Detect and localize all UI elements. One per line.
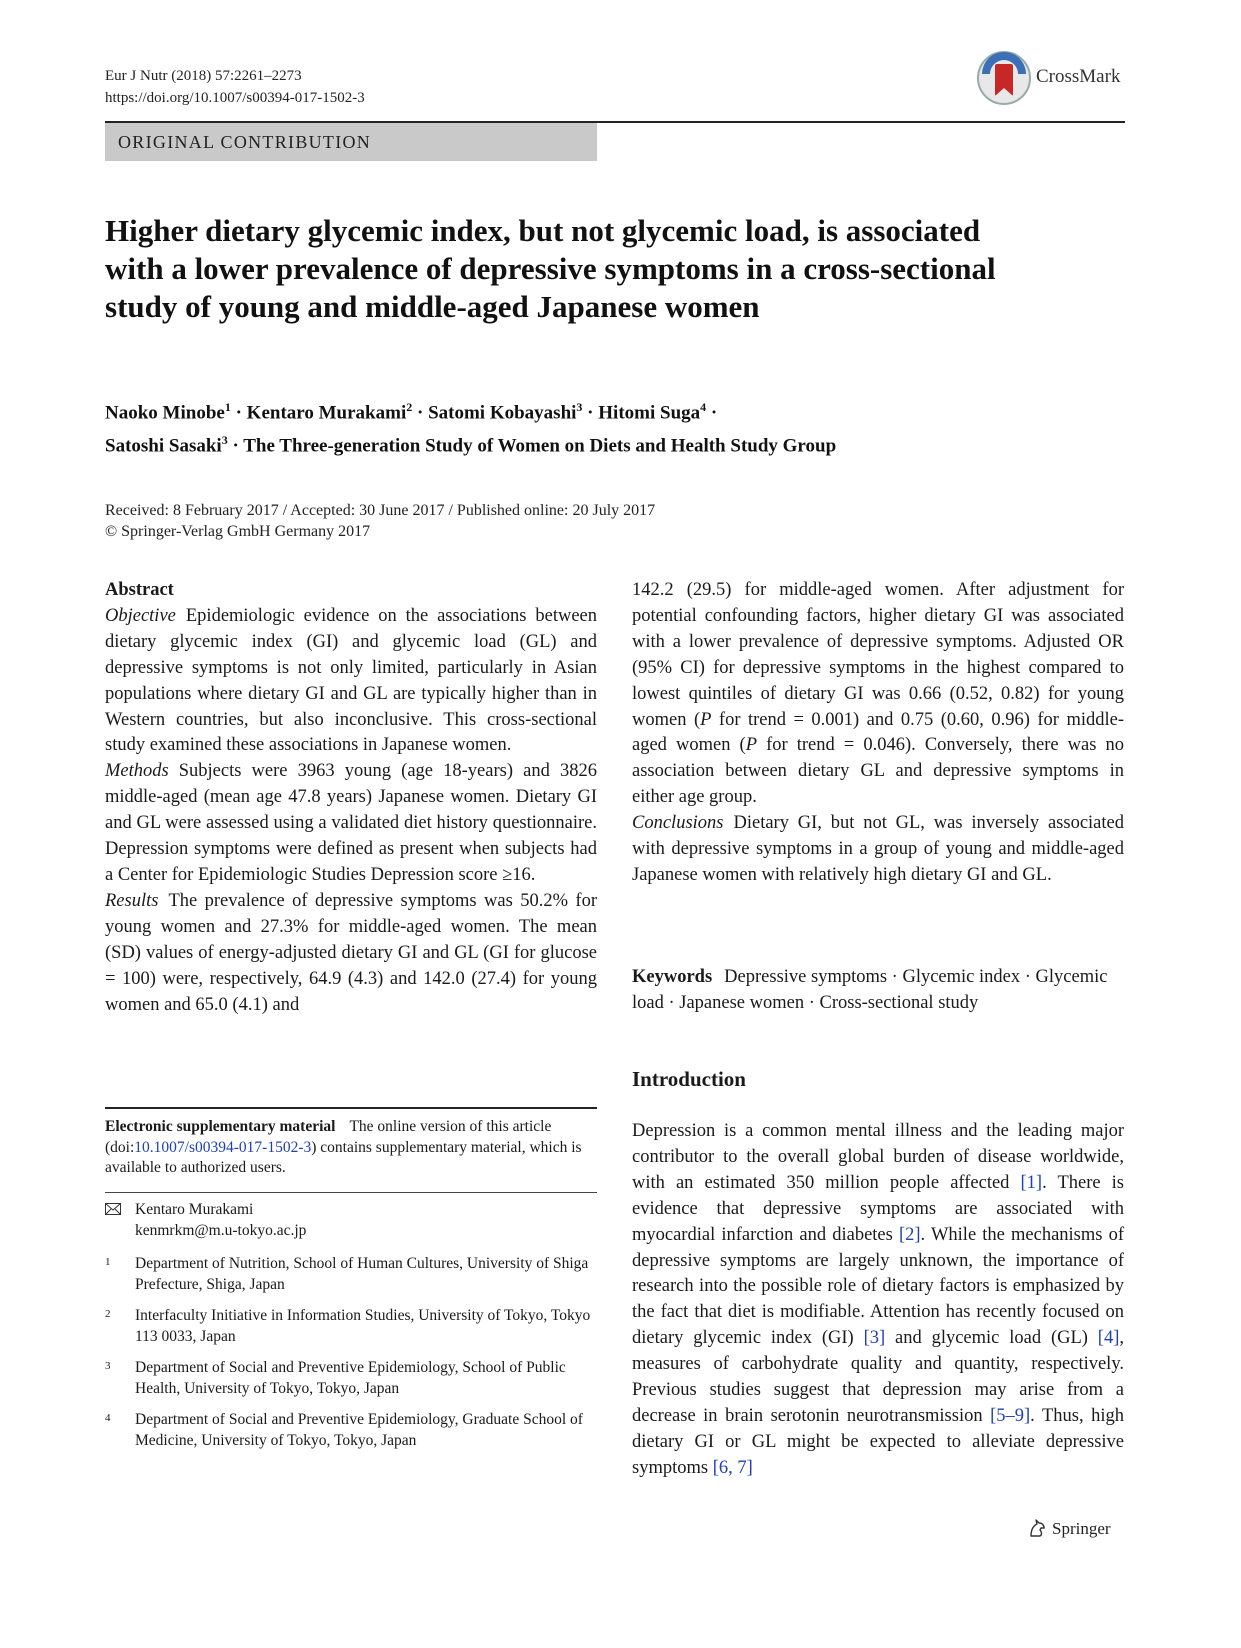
methods-text: Subjects were 3963 young (age 18-years) and 3826 middle-aged (mean age 47.8 years) Japanese women. Dietary GI and GL were assessed using a validated diet history questionnaire. Depression symptoms were defined as present when subjects had a Center for Epidemiologic Studies Depression score ≥16. bbox=[105, 761, 597, 885]
results-text-d: for trend = 0.046). Conversely, there was no association between dietary GL and depressive symptoms in either age group. bbox=[632, 735, 1124, 808]
keywords bbox=[632, 965, 1124, 1017]
intro-text: Depression is a common mental illness and the leading major contributor to the overall global burden of disease worldwide, with an estimated 350 million people affected bbox=[632, 1121, 1124, 1193]
abstract-objective bbox=[105, 604, 597, 759]
supplementary-text-end: ) contains supplementary material, which is available to authorized users. bbox=[105, 1138, 582, 1176]
crossmark-icon bbox=[976, 50, 1032, 106]
journal-citation: Eur J Nutr (2018) 57:2261–2273 bbox=[105, 68, 302, 84]
citation-link[interactable]: [1] bbox=[1020, 1172, 1043, 1193]
author-affiliation-mark: 3 bbox=[221, 432, 228, 447]
intro-text: , measures of carbohydrate quality and quantity, respectively. Previous studies suggest that depression may arise from a decrease in brain serotonin neurotransmission bbox=[632, 1328, 1124, 1426]
section-label: ORIGINAL CONTRIBUTION bbox=[105, 123, 597, 161]
author-list: Naoko Minobe$^1$ · Kentaro Murakami$^2$ · Satomi Kobayashi$^3$ · Hitomi Suga$^4$ · Satoshi Sasaki$^3$ · The Three-generation Study of Women on Diets and Health Study Group bbox=[105, 400, 837, 457]
doi-link[interactable]: https://doi.org/10.1007/s00394-017-1502-3 bbox=[105, 90, 365, 106]
affiliation-number: 4 bbox=[105, 1412, 111, 1424]
p-symbol: P bbox=[700, 709, 712, 730]
author-name[interactable]: Kentaro Murakami bbox=[246, 402, 407, 424]
author-name[interactable]: Satoshi Sasaki bbox=[105, 435, 222, 457]
affiliation bbox=[105, 1410, 597, 1451]
author-name[interactable]: Hitomi Suga bbox=[598, 402, 701, 424]
author-affiliation-mark: 3 bbox=[576, 400, 583, 414]
crossmark-badge[interactable] bbox=[976, 50, 1126, 108]
supplementary-note bbox=[105, 1117, 597, 1179]
publication-dates bbox=[105, 500, 655, 542]
publisher-name: Springer bbox=[1052, 1519, 1111, 1538]
affiliation-text: Department of Social and Preventive Epidemiology, School of Public Health, University of Tokyo, Tokyo, Japan bbox=[135, 1359, 566, 1397]
author-group: The Three-generation Study of Women on Diets and Health Study Group bbox=[243, 435, 837, 457]
footnote-divider bbox=[105, 1107, 597, 1109]
introduction-body bbox=[632, 1119, 1124, 1482]
affiliation-number: 2 bbox=[105, 1308, 111, 1320]
supplementary-label: Electronic supplementary material bbox=[105, 1118, 336, 1135]
corresponding-email[interactable]: kenmrkm@m.u-tokyo.ac.jp bbox=[135, 1221, 307, 1239]
conclusions-label: Conclusions bbox=[632, 813, 724, 834]
abstract-methods bbox=[105, 759, 597, 889]
corresponding-author bbox=[105, 1200, 597, 1241]
objective-text: Epidemiologic evidence on the associations between dietary glycemic index (GI) and glycemic load (GL) and depressive symptoms is not only limited, particularly in Asian populations where dietary GI and GL are typically higher than in Western countries, but also inconclusive. This cross-sectional study examined these associations in Japanese women. bbox=[105, 605, 597, 756]
affiliation-number: 1 bbox=[105, 1256, 111, 1268]
affiliation-text: Department of Nutrition, School of Human Cultures, University of Shiga Prefecture, Shiga, Japan bbox=[135, 1255, 589, 1293]
p-symbol: P bbox=[745, 735, 758, 756]
footnote-divider-thin bbox=[105, 1192, 597, 1193]
methods-label: Methods bbox=[105, 761, 169, 782]
abstract-left-column bbox=[105, 578, 597, 1018]
copyright-line: © Springer-Verlag GmbH Germany 2017 bbox=[105, 523, 371, 540]
abstract-conclusions bbox=[632, 811, 1124, 889]
author-affiliation-mark: 2 bbox=[406, 400, 413, 414]
results-text-b: 142.2 (29.5) for middle-aged women. After adjustment for potential confounding factors, higher dietary GI was associated with a lower prevalence of depressive symptoms. Adjusted OR (95% CI) for depressive symptoms in the highest compared to lowest quintiles of dietary GI was 0.66 (0.52, 0.82) for young women ( bbox=[632, 580, 1124, 730]
supplementary-doi-link[interactable]: 10.1007/s00394-017-1502-3 bbox=[134, 1138, 312, 1156]
keywords-text: Depressive symptoms · Glycemic index · Glycemic load · Japanese women · Cross-sectional study bbox=[632, 967, 1108, 1013]
article-title: Higher dietary glycemic index, but not glycemic load, is associated with a lower prevalence of depressive symptoms in a cross-sectional study of young and middle-aged Japanese women bbox=[105, 213, 996, 324]
author-affiliation-mark: 1 bbox=[224, 400, 231, 414]
abstract-right-column bbox=[632, 578, 1124, 889]
citation-link[interactable]: [5–9] bbox=[990, 1405, 1031, 1426]
abstract-heading: Abstract bbox=[105, 580, 174, 600]
author-affiliation-mark: 4 bbox=[700, 400, 707, 414]
citation-link[interactable]: [2] bbox=[898, 1224, 921, 1245]
intro-text: and glycemic load (GL) bbox=[885, 1328, 1098, 1349]
citation-link[interactable]: [4] bbox=[1097, 1328, 1120, 1349]
intro-text: . While the mechanisms of depressive symptoms are largely unknown, the importance of research into the possible role of dietary factors is emphasized by the fact that diet is modifiable. Attention has recently focused on dietary glycemic index (GI) bbox=[632, 1224, 1124, 1349]
intro-text: . Thus, high dietary GI or GL might be expected to alleviate depressive symptoms bbox=[632, 1405, 1124, 1478]
abstract-results-continued bbox=[632, 578, 1124, 811]
results-text-c: for trend = 0.001) and 0.75 (0.60, 0.96) for middle-aged women ( bbox=[632, 709, 1124, 756]
affiliation-text: Interfaculty Initiative in Information Studies, University of Tokyo, Tokyo 113 0033, Japan bbox=[135, 1307, 591, 1345]
citation-link[interactable]: [3] bbox=[863, 1328, 886, 1349]
results-label: Results bbox=[105, 890, 159, 911]
crossmark-label: CrossMark bbox=[1036, 66, 1121, 87]
objective-label: Objective bbox=[105, 605, 176, 626]
affiliation bbox=[105, 1254, 597, 1295]
introduction-heading: Introduction bbox=[632, 1067, 746, 1091]
abstract-results bbox=[105, 889, 597, 1019]
publisher-logo bbox=[1026, 1517, 1111, 1539]
envelope-icon bbox=[105, 1203, 121, 1215]
keywords-label: Keywords bbox=[632, 967, 713, 987]
supplementary-text: The online version of this article (doi: bbox=[105, 1118, 552, 1156]
journal-reference bbox=[105, 65, 365, 109]
corresponding-name: Kentaro Murakami bbox=[135, 1201, 254, 1218]
springer-horse-icon bbox=[1026, 1517, 1048, 1539]
affiliation bbox=[105, 1306, 597, 1347]
affiliation-text: Department of Social and Preventive Epidemiology, Graduate School of Medicine, University of Tokyo, Tokyo, Japan bbox=[135, 1411, 583, 1449]
citation-link[interactable]: [6, 7] bbox=[712, 1457, 753, 1478]
conclusions-text: Dietary GI, but not GL, was inversely associated with depressive symptoms in a group of young and middle-aged Japanese women with relatively high dietary GI and GL. bbox=[632, 813, 1124, 885]
author-name[interactable]: Naoko Minobe bbox=[105, 402, 225, 424]
affiliation bbox=[105, 1358, 597, 1399]
date-line: Received: 8 February 2017 / Accepted: 30 June 2017 / Published online: 20 July 2017 bbox=[105, 502, 656, 519]
results-text: The prevalence of depressive symptoms was 50.2% for young women and 27.3% for middle-aged women. The mean (SD) values of energy-adjusted dietary GI and GL (GI for glucose = 100) were, respectively, 64.9 (4.3) and 142.0 (27.4) for young women and 65.0 (4.1) and bbox=[105, 890, 597, 1015]
intro-text: . There is evidence that depressive symptoms are associated with myocardial infarction and diabetes bbox=[632, 1172, 1124, 1245]
author-name[interactable]: Satomi Kobayashi bbox=[428, 402, 577, 424]
affiliation-number: 3 bbox=[105, 1360, 111, 1372]
